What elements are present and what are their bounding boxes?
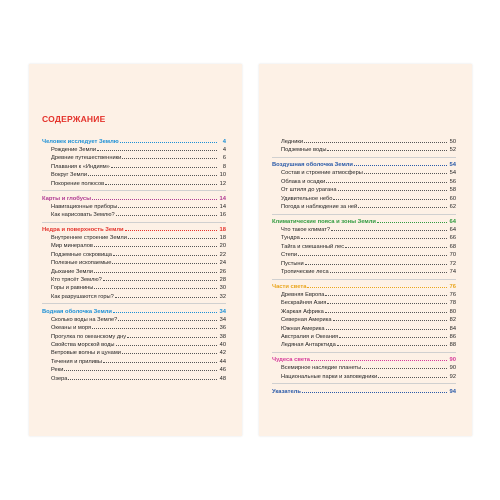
- section-page-number: 64: [449, 219, 456, 225]
- toc-page-number: 90: [449, 365, 456, 372]
- toc-entry: [272, 203, 456, 211]
- toc-page-number: 76: [449, 292, 456, 299]
- leader-dots: [304, 138, 447, 143]
- leader-dots: [338, 186, 447, 191]
- section-page-number: 18: [219, 227, 226, 233]
- toc-entry-text: Ледяная Антарктида: [281, 342, 336, 349]
- toc-entry-text: Древняя Европа: [281, 292, 325, 299]
- toc-entry: [42, 268, 226, 276]
- leader-dots: [115, 293, 217, 298]
- toc-entry-text: Австралия и Океания: [281, 334, 339, 341]
- section-page-number: 34: [219, 308, 226, 315]
- leader-dots: [103, 276, 217, 281]
- toc-page-number: 62: [449, 204, 456, 211]
- leader-dots: [358, 203, 447, 208]
- toc-entry: [42, 234, 226, 242]
- toc-page-number: 70: [449, 252, 456, 259]
- toc-entry-text: Тундра: [281, 235, 300, 242]
- toc-entry: [42, 316, 226, 324]
- section-page-number: 14: [219, 195, 226, 202]
- toc-page-number: 8: [222, 163, 226, 170]
- section-heading-text: Части света: [272, 284, 307, 291]
- toc-entry-text: Как нарисовать Землю?: [51, 212, 115, 219]
- toc-entry-text: Рождение Земли: [51, 147, 96, 153]
- toc-entry: [42, 341, 226, 349]
- toc-page-number: 38: [219, 333, 226, 340]
- toc-page-number: 60: [449, 195, 456, 202]
- toc-section: [272, 388, 456, 398]
- toc-left-column: [42, 138, 226, 389]
- toc-section: [42, 226, 226, 304]
- leader-dots: [377, 218, 447, 223]
- leader-dots: [116, 341, 217, 346]
- toc-page-number: 10: [219, 172, 226, 179]
- toc-entry: [272, 373, 456, 381]
- toc-entry-text: Жаркая Африка: [281, 308, 324, 315]
- toc-page-number: 54: [449, 170, 456, 177]
- section-heading-text: Карты и глобусы: [42, 195, 92, 202]
- toc-page-number: 44: [219, 358, 226, 365]
- toc-entry-text: Ветровые волны и цунами: [51, 350, 121, 357]
- toc-entry: [272, 299, 456, 307]
- toc-entry-text: Погода и наблюдение за ней: [281, 204, 358, 211]
- section-heading-text: Недра и поверхность Земли: [42, 227, 124, 233]
- leader-dots: [112, 259, 217, 264]
- toc-page-number: 80: [449, 308, 456, 315]
- toc-page-number: 12: [219, 180, 226, 187]
- section-heading: [272, 283, 456, 291]
- toc-entry-text: Мир минералов: [51, 243, 93, 250]
- leader-dots: [331, 226, 447, 231]
- toc-entry-text: Прогулка по океанскому дну: [51, 333, 127, 340]
- section-page-number: 4: [222, 139, 226, 145]
- toc-entry: [272, 146, 456, 154]
- leader-dots: [354, 161, 447, 166]
- toc-page-number: 50: [449, 139, 456, 145]
- toc-page-number: 40: [219, 342, 226, 349]
- toc-section: [42, 138, 226, 191]
- section-page-number: 90: [449, 357, 456, 364]
- toc-entry: [42, 259, 226, 267]
- toc-entry: [272, 260, 456, 268]
- toc-entry: [272, 325, 456, 333]
- leader-dots: [111, 163, 217, 168]
- toc-page-number: 68: [449, 243, 456, 250]
- toc-entry-text: Течения и приливы: [51, 358, 103, 365]
- toc-page-number: 4: [222, 147, 226, 153]
- leader-dots: [302, 388, 447, 393]
- toc-entry-text: Подземные сокровища: [51, 251, 112, 258]
- leader-dots: [127, 333, 217, 338]
- leader-dots: [64, 366, 217, 371]
- toc-entry: [272, 234, 456, 242]
- toc-entry-text: Национальные парки и заповедники: [281, 373, 378, 380]
- toc-entry-text: Дыхание Земли: [51, 268, 93, 275]
- toc-entry-text: Как разрушаются горы?: [51, 293, 114, 300]
- toc-entry: [272, 308, 456, 316]
- toc-entry-text: Вокруг Земли: [51, 172, 88, 179]
- toc-page-number: 84: [449, 325, 456, 332]
- toc-page-number: 92: [449, 373, 456, 380]
- toc-entry-text: Тайга и смешанный лес: [281, 243, 345, 250]
- leader-dots: [325, 291, 447, 296]
- section-heading-text: Чудеса света: [272, 357, 311, 364]
- section-page-number: 76: [449, 284, 456, 291]
- section-page-number: 54: [449, 162, 456, 169]
- toc-entry: [272, 226, 456, 234]
- leader-dots: [118, 316, 217, 321]
- toc-entry-text: Всемирное наследие планеты: [281, 365, 362, 372]
- toc-page-number: 42: [219, 350, 226, 357]
- toc-page-number: 20: [219, 243, 226, 250]
- toc-entry: [272, 178, 456, 186]
- leader-dots: [337, 341, 447, 346]
- toc-entry: [272, 138, 456, 146]
- leader-dots: [97, 146, 217, 151]
- leader-dots: [122, 154, 217, 159]
- toc-page-number: 58: [449, 187, 456, 194]
- leader-dots: [113, 308, 217, 313]
- toc-entry: [272, 341, 456, 349]
- left-page: [29, 64, 242, 436]
- toc-page-number: 28: [219, 277, 226, 284]
- toc-entry: [42, 211, 226, 219]
- toc-section: [272, 283, 456, 353]
- toc-entry-text: Тропические леса: [281, 269, 329, 276]
- toc-entry: [272, 291, 456, 299]
- toc-entry-text: Ледники: [281, 139, 304, 145]
- toc-entry: [42, 180, 226, 188]
- toc-entry: [42, 154, 226, 162]
- toc-page-number: 46: [219, 367, 226, 374]
- leader-dots: [298, 251, 447, 256]
- toc-entry-text: Горы и равнины: [51, 285, 94, 292]
- leader-dots: [325, 308, 447, 313]
- toc-entry: [272, 316, 456, 324]
- leader-dots: [326, 325, 448, 330]
- leader-dots: [94, 242, 217, 247]
- toc-entry: [42, 242, 226, 250]
- toc-page-number: 86: [449, 334, 456, 341]
- leader-dots: [333, 195, 447, 200]
- toc-entry: [42, 284, 226, 292]
- toc-entry-text: Озера: [51, 375, 68, 382]
- toc-page-number: 14: [219, 203, 226, 210]
- toc-entry: [42, 324, 226, 332]
- toc-entry-text: Северная Америка: [281, 317, 332, 324]
- toc-entry: [42, 293, 226, 301]
- toc-page-number: 34: [219, 316, 226, 323]
- toc-entry: [272, 169, 456, 177]
- toc-entry-text: Навигационные приборы: [51, 203, 118, 210]
- toc-entry-text: Подземные воды: [281, 147, 327, 154]
- leader-dots: [88, 171, 217, 176]
- toc-section: [42, 308, 226, 385]
- leader-dots: [92, 195, 217, 200]
- section-page-number: 94: [449, 388, 456, 395]
- toc-entry-text: Удивительное небо: [281, 195, 333, 202]
- section-heading: [272, 161, 456, 169]
- leader-dots: [118, 203, 217, 208]
- toc-entry: [42, 203, 226, 211]
- toc-entry: [272, 186, 456, 194]
- toc-entry-text: Состав и строение атмосферы: [281, 170, 363, 177]
- leader-dots: [120, 138, 217, 143]
- leader-dots: [330, 268, 447, 273]
- toc-entry-text: Что такое климат?: [281, 227, 331, 233]
- toc-entry-text: Южная Америка: [281, 325, 325, 332]
- section-heading: [272, 388, 456, 396]
- toc-entry-text: Океаны и моря: [51, 325, 92, 332]
- leader-dots: [92, 324, 217, 329]
- toc-page-number: 88: [449, 342, 456, 349]
- toc-page-number: 22: [219, 251, 226, 258]
- leader-dots: [103, 358, 217, 363]
- toc-entry: [272, 364, 456, 372]
- leader-dots: [327, 146, 447, 151]
- leader-dots: [326, 178, 447, 183]
- toc-section: [272, 218, 456, 280]
- toc-page-number: 6: [222, 155, 226, 162]
- toc-page-number: 64: [449, 227, 456, 233]
- leader-dots: [128, 234, 217, 239]
- section-heading: [42, 195, 226, 203]
- toc-entry-text: Сколько воды на Земле?: [51, 316, 118, 323]
- section-heading-text: Водная оболочка Земли: [42, 308, 112, 315]
- toc-page-number: 82: [449, 317, 456, 324]
- leader-dots: [116, 211, 217, 216]
- toc-entry: [272, 243, 456, 251]
- toc-entry-text: Свойства морской воды: [51, 342, 115, 349]
- leader-dots: [125, 226, 217, 231]
- toc-page-number: 26: [219, 268, 226, 275]
- toc-entry: [42, 349, 226, 357]
- section-heading: [272, 356, 456, 364]
- toc-entry-text: Степи: [281, 252, 298, 259]
- toc-page-number: 24: [219, 260, 226, 267]
- leader-dots: [305, 260, 447, 265]
- toc-section: [272, 356, 456, 384]
- toc-page-number: 66: [449, 235, 456, 242]
- leader-dots: [339, 333, 447, 338]
- toc-page-number: 48: [219, 375, 226, 382]
- toc-entry: [272, 195, 456, 203]
- toc-page-number: 56: [449, 178, 456, 185]
- toc-entry: [42, 366, 226, 374]
- toc-right-column: [272, 138, 456, 401]
- leader-dots: [113, 251, 217, 256]
- leader-dots: [94, 268, 217, 273]
- toc-entry-text: Внутреннее строение Земли: [51, 235, 127, 241]
- toc-page-number: 30: [219, 285, 226, 292]
- toc-entry-text: Реки: [51, 367, 64, 374]
- right-page: [259, 64, 472, 436]
- section-heading-text: Человек исследует Землю: [42, 139, 119, 145]
- section-heading: [42, 138, 226, 146]
- section-heading: [272, 218, 456, 226]
- leader-dots: [311, 356, 447, 361]
- toc-entry: [42, 333, 226, 341]
- leader-dots: [364, 169, 447, 174]
- leader-dots: [68, 375, 217, 380]
- leader-dots: [94, 284, 217, 289]
- section-heading: [42, 226, 226, 234]
- toc-entry: [42, 358, 226, 366]
- toc-page-number: 16: [219, 212, 226, 219]
- toc-entry: [42, 146, 226, 154]
- toc-page-number: 52: [449, 147, 456, 154]
- leader-dots: [307, 283, 447, 288]
- toc-title: СОДЕРЖАНИЕ: [42, 114, 106, 124]
- toc-entry-text: Плавания к «Индиям»: [51, 163, 110, 170]
- section-heading: [42, 308, 226, 316]
- leader-dots: [301, 234, 447, 239]
- toc-entry-text: Пустыни: [281, 260, 304, 267]
- toc-page-number: 18: [219, 235, 226, 241]
- toc-entry: [42, 375, 226, 383]
- toc-page-number: 32: [219, 293, 226, 300]
- toc-section: [42, 195, 226, 223]
- toc-entry-text: Древние путешественники: [51, 155, 122, 162]
- toc-entry-text: Кто трясёт Землю?: [51, 277, 102, 284]
- section-heading-text: Климатические пояса и зоны Земли: [272, 219, 376, 225]
- leader-dots: [362, 364, 447, 369]
- toc-page-number: 36: [219, 325, 226, 332]
- toc-entry-text: Бескрайняя Азия: [281, 300, 327, 307]
- toc-entry-text: Полезные ископаемые: [51, 260, 112, 267]
- toc-entry: [42, 171, 226, 179]
- leader-dots: [345, 243, 447, 248]
- toc-entry: [272, 251, 456, 259]
- leader-dots: [327, 299, 447, 304]
- toc-entry: [42, 276, 226, 284]
- toc-entry: [272, 333, 456, 341]
- leader-dots: [122, 349, 217, 354]
- toc-page-number: 72: [449, 260, 456, 267]
- toc-page-number: 78: [449, 300, 456, 307]
- toc-section: [272, 161, 456, 214]
- toc-page-number: 74: [449, 269, 456, 276]
- leader-dots: [378, 373, 447, 378]
- toc-entry: [42, 163, 226, 171]
- toc-entry: [42, 251, 226, 259]
- leader-dots: [105, 180, 217, 185]
- section-heading-text: Воздушная оболочка Земли: [272, 162, 353, 169]
- leader-dots: [333, 316, 447, 321]
- toc-entry-text: От штиля до урагана: [281, 187, 337, 194]
- toc-entry-text: Облака и осадки: [281, 178, 326, 185]
- toc-entry-text: Покорение полюсов: [51, 180, 105, 187]
- toc-section: [272, 138, 456, 158]
- toc-entry: [272, 268, 456, 276]
- section-heading-text: Указатель: [272, 388, 301, 395]
